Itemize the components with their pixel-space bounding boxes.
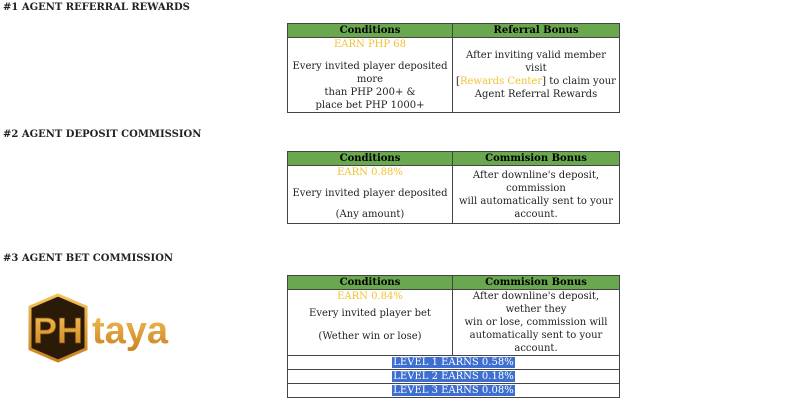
commission-bonus-header: Commision Bonus	[453, 276, 620, 290]
referral-rewards-table	[287, 23, 620, 113]
earn-percent-label: EARN 0.88%	[337, 167, 403, 178]
logo-mark-text: PH	[32, 310, 84, 351]
referral-conditions-cell	[288, 38, 453, 113]
level-row	[288, 356, 620, 370]
condition-line: than PHP 200+ &	[324, 87, 416, 98]
bonus-line: After downline's deposit, commission	[472, 169, 600, 194]
rewards-center-link[interactable]: Rewards Center	[459, 76, 543, 87]
bonus-line: account.	[514, 208, 558, 220]
bonus-line: Agent Referral Rewards	[474, 89, 598, 100]
conditions-header: Conditions	[288, 152, 453, 166]
bet-bonus-cell	[453, 290, 620, 356]
condition-line: (Wether win or lose)	[318, 331, 422, 342]
conditions-header: Conditions	[288, 276, 453, 290]
phtaya-logo	[28, 293, 198, 363]
bonus-line: win or lose, commission will	[464, 317, 608, 328]
conditions-header: Conditions	[288, 24, 453, 38]
referral-bonus-header: Referral Bonus	[453, 24, 620, 38]
level-1-earns: LEVEL 1 EARNS 0.58%	[393, 357, 514, 368]
condition-line: place bet PHP 1000+	[315, 100, 425, 111]
level-row	[288, 370, 620, 384]
bet-commission-table	[287, 275, 620, 398]
bonus-line-link-row: [Rewards Center] to claim your	[456, 76, 616, 87]
bonus-line: After downline's deposit, wether they	[472, 291, 600, 315]
condition-line: Every invited player deposited	[292, 188, 448, 199]
bonus-line: will automatically sent to your	[458, 195, 614, 207]
condition-line: Every invited player bet	[309, 308, 431, 319]
earn-percent-label: EARN 0.84%	[337, 291, 403, 302]
deposit-conditions-cell	[288, 166, 453, 224]
condition-line: Every invited player deposited more	[292, 61, 448, 85]
level-3-earns: LEVEL 3 EARNS 0.08%	[393, 385, 514, 396]
deposit-commission-table	[287, 151, 620, 224]
referral-bonus-cell	[453, 38, 620, 113]
deposit-bonus-cell	[453, 166, 620, 224]
bonus-line: After inviting valid member visit	[466, 50, 606, 74]
logo-word-text: taya	[92, 310, 169, 352]
level-row	[288, 384, 620, 398]
bonus-line: automatically sent to your account.	[469, 330, 603, 354]
bonus-line: to claim your	[549, 76, 616, 87]
earn-php-label: EARN PHP 68	[333, 39, 407, 50]
bet-conditions-cell	[288, 290, 453, 356]
section-2-heading: #2 AGENT DEPOSIT COMMISSION	[3, 129, 202, 140]
section-3-heading: #3 AGENT BET COMMISSION	[3, 253, 174, 264]
level-2-earns: LEVEL 2 EARNS 0.18%	[393, 371, 514, 382]
commission-bonus-header: Commision Bonus	[453, 152, 620, 166]
section-1-heading: #1 AGENT REFERRAL REWARDS	[3, 2, 190, 13]
condition-line: (Any amount)	[335, 209, 405, 220]
